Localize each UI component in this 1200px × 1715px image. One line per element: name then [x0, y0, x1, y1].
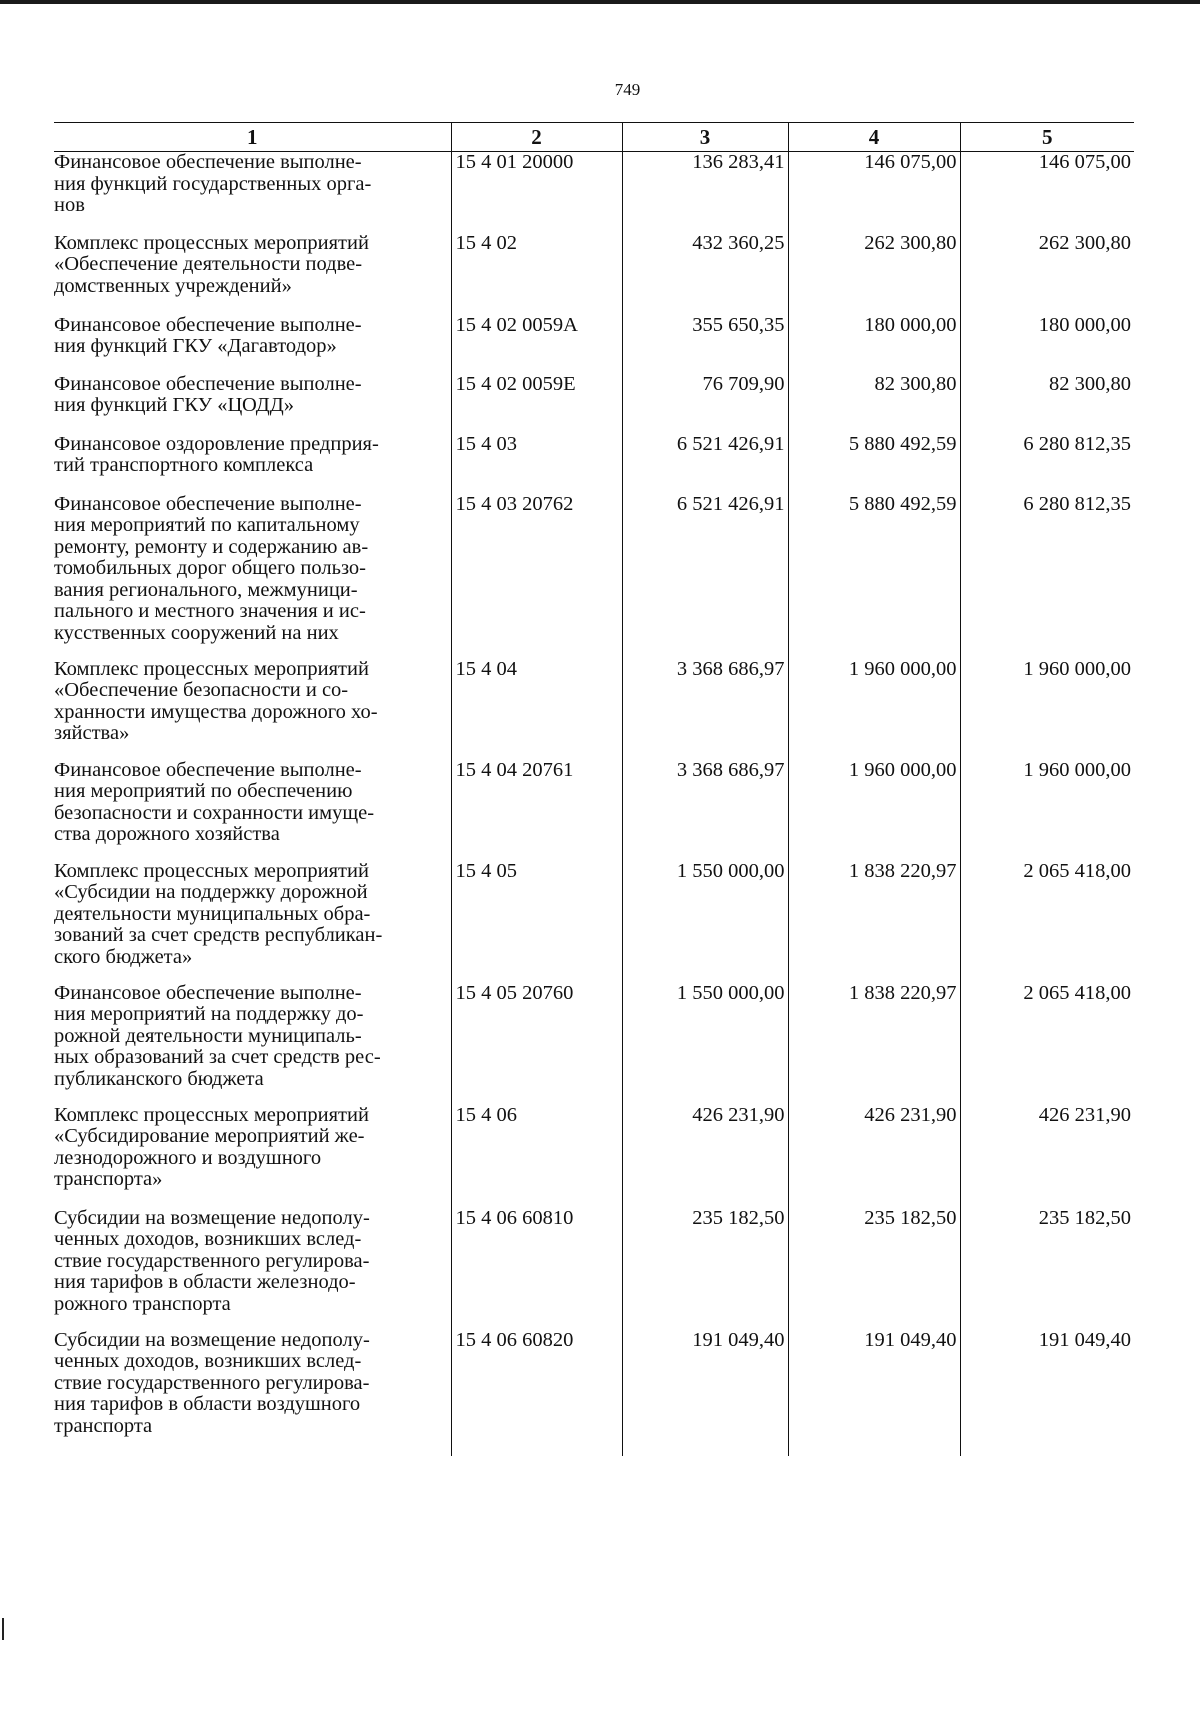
row-value-col4: 1 838 220,97	[788, 983, 960, 1105]
description-line: ния функций ГКУ «Дагавтодор»	[54, 335, 337, 357]
description-line: тий транспортного комплекса	[54, 454, 314, 476]
description-line: «Субсидии на поддержку дорожной	[54, 881, 368, 903]
description-line: Финансовое обеспечение выполне-	[54, 151, 362, 173]
description-line: рожного транспорта	[54, 1292, 231, 1315]
budget-table	[54, 122, 1134, 1456]
row-value-col4: 5 880 492,59	[788, 434, 960, 494]
description-line: томобильных дорог общего пользо-	[54, 557, 367, 579]
table-header	[54, 123, 1134, 152]
row-code: 15 4 05 20760	[451, 983, 622, 1105]
table-row	[54, 983, 1134, 1105]
description-line: ского бюджета»	[54, 945, 193, 968]
description-line: зяйства»	[54, 722, 130, 744]
table-row	[54, 315, 1134, 374]
description-line: ния мероприятий на поддержку до-	[54, 1003, 364, 1025]
description-line: ных образований за счет средств рес-	[54, 1046, 381, 1068]
row-description	[54, 434, 451, 494]
description-line: ченных доходов, возникших вслед-	[54, 1350, 362, 1372]
description-line: Финансовое обеспечение выполне-	[54, 758, 362, 781]
table-row	[54, 494, 1134, 659]
description-line: ния мероприятий по капитальному	[54, 514, 360, 536]
description-line: ния функций государственных орга-	[54, 172, 372, 195]
table-row	[54, 659, 1134, 760]
description-line: ствие государственного регулирова-	[54, 1249, 370, 1272]
row-value-col3: 6 521 426,91	[622, 494, 788, 659]
description-line: Комплекс процессных мероприятий	[54, 859, 369, 882]
description-line: хранности имущества дорожного хо-	[54, 700, 378, 723]
description-line: ния функций ГКУ «ЦОДД»	[54, 394, 295, 416]
table-row	[54, 374, 1134, 434]
row-value-col3: 235 182,50	[622, 1208, 788, 1330]
row-value-col5: 235 182,50	[960, 1208, 1134, 1330]
description-line: «Обеспечение деятельности подве-	[54, 253, 363, 275]
row-value-col4: 146 075,00	[788, 152, 960, 233]
row-description	[54, 233, 451, 315]
row-description	[54, 1330, 451, 1456]
row-description	[54, 659, 451, 760]
row-value-col5: 1 960 000,00	[960, 659, 1134, 760]
row-code: 15 4 01 20000	[451, 152, 622, 233]
description-line: нов	[54, 194, 85, 216]
row-code: 15 4 02 0059Е	[451, 374, 622, 434]
header-col-2: 2	[451, 123, 622, 152]
row-code: 15 4 04 20761	[451, 760, 622, 861]
description-line: зований за счет средств республикан-	[54, 924, 383, 946]
row-description	[54, 1105, 451, 1208]
description-line: рожной деятельности муниципаль-	[54, 1024, 362, 1047]
header-col-4: 4	[788, 123, 960, 152]
description-line: ния мероприятий по обеспечению	[54, 780, 353, 802]
row-code: 15 4 05	[451, 861, 622, 983]
header-row	[54, 123, 1134, 152]
row-description	[54, 1208, 451, 1330]
scan-margin-mark	[2, 1618, 4, 1640]
description-line: ствие государственного регулирова-	[54, 1371, 370, 1394]
row-value-col4: 262 300,80	[788, 233, 960, 315]
description-line: ремонту, ремонту и содержанию ав-	[54, 535, 369, 558]
description-line: Финансовое оздоровление предприя-	[54, 432, 379, 455]
row-value-col4: 191 049,40	[788, 1330, 960, 1456]
description-line: кусственных сооружений на них	[54, 621, 339, 644]
row-value-col4: 1 838 220,97	[788, 861, 960, 983]
description-line: ства дорожного хозяйства	[54, 823, 280, 845]
row-value-col3: 76 709,90	[622, 374, 788, 434]
table-row	[54, 233, 1134, 315]
row-value-col3: 3 368 686,97	[622, 760, 788, 861]
table-row	[54, 152, 1134, 233]
row-value-col3: 136 283,41	[622, 152, 788, 233]
row-value-col5: 426 231,90	[960, 1105, 1134, 1208]
row-description	[54, 315, 451, 374]
row-value-col4: 82 300,80	[788, 374, 960, 434]
description-line: лезнодорожного и воздушного	[54, 1146, 322, 1169]
row-value-col3: 1 550 000,00	[622, 861, 788, 983]
row-value-col4: 235 182,50	[788, 1208, 960, 1330]
description-line: Комплекс процессных мероприятий	[54, 231, 369, 254]
row-description	[54, 374, 451, 434]
row-value-col3: 426 231,90	[622, 1105, 788, 1208]
row-value-col3: 6 521 426,91	[622, 434, 788, 494]
description-line: Финансовое обеспечение выполне-	[54, 313, 362, 336]
row-code: 15 4 06	[451, 1105, 622, 1208]
description-line: транспорта	[54, 1414, 153, 1437]
row-value-col4: 1 960 000,00	[788, 760, 960, 861]
row-description	[54, 494, 451, 659]
table-row	[54, 760, 1134, 861]
row-value-col4: 426 231,90	[788, 1105, 960, 1208]
row-value-col5: 1 960 000,00	[960, 760, 1134, 861]
description-line: ния тарифов в области железнодо-	[54, 1271, 356, 1293]
description-line: безопасности и сохранности имуще-	[54, 801, 375, 824]
row-value-col5: 262 300,80	[960, 233, 1134, 315]
row-code: 15 4 03	[451, 434, 622, 494]
row-value-col3: 191 049,40	[622, 1330, 788, 1456]
row-code: 15 4 06 60810	[451, 1208, 622, 1330]
scan-top-edge	[0, 0, 1200, 4]
row-value-col4: 5 880 492,59	[788, 494, 960, 659]
description-line: «Обеспечение безопасности и со-	[54, 679, 349, 701]
description-line: домственных учреждений»	[54, 274, 292, 297]
row-code: 15 4 02 0059А	[451, 315, 622, 374]
row-value-col3: 3 368 686,97	[622, 659, 788, 760]
description-line: пального и местного значения и ис-	[54, 600, 366, 622]
row-value-col3: 1 550 000,00	[622, 983, 788, 1105]
row-value-col5: 180 000,00	[960, 315, 1134, 374]
description-line: деятельности муниципальных обра-	[54, 902, 371, 925]
description-line: Финансовое обеспечение выполне-	[54, 981, 362, 1004]
row-code: 15 4 03 20762	[451, 494, 622, 659]
table-body	[54, 152, 1134, 1456]
row-value-col5: 2 065 418,00	[960, 983, 1134, 1105]
table-row	[54, 1330, 1134, 1456]
table-row	[54, 434, 1134, 494]
description-line: ченных доходов, возникших вслед-	[54, 1228, 362, 1250]
row-value-col3: 432 360,25	[622, 233, 788, 315]
table-row	[54, 1105, 1134, 1208]
row-value-col4: 180 000,00	[788, 315, 960, 374]
row-description	[54, 760, 451, 861]
header-col-1: 1	[54, 123, 451, 152]
row-description	[54, 983, 451, 1105]
description-line: публиканского бюджета	[54, 1067, 264, 1090]
row-code: 15 4 02	[451, 233, 622, 315]
row-value-col3: 355 650,35	[622, 315, 788, 374]
row-code: 15 4 04	[451, 659, 622, 760]
header-col-3: 3	[622, 123, 788, 152]
row-value-col5: 6 280 812,35	[960, 494, 1134, 659]
header-col-5: 5	[960, 123, 1134, 152]
row-value-col5: 146 075,00	[960, 152, 1134, 233]
description-line: ния тарифов в области воздушного	[54, 1393, 361, 1415]
description-line: Финансовое обеспечение выполне-	[54, 372, 362, 395]
table-row	[54, 861, 1134, 983]
row-description	[54, 152, 451, 233]
page-number: 749	[614, 80, 641, 99]
description-line: транспорта»	[54, 1168, 163, 1190]
row-value-col5: 82 300,80	[960, 374, 1134, 434]
row-value-col5: 191 049,40	[960, 1330, 1134, 1456]
description-line: «Субсидирование мероприятий же-	[54, 1125, 365, 1147]
description-line: Комплекс процессных мероприятий	[54, 1103, 369, 1126]
description-line: Субсидии на возмещение недополу-	[54, 1328, 370, 1351]
row-code: 15 4 06 60820	[451, 1330, 622, 1456]
description-line: Комплекс процессных мероприятий	[54, 657, 369, 680]
row-value-col5: 6 280 812,35	[960, 434, 1134, 494]
description-line: Субсидии на возмещение недополу-	[54, 1206, 370, 1229]
row-value-col5: 2 065 418,00	[960, 861, 1134, 983]
table-row	[54, 1208, 1134, 1330]
description-line: вания регионального, межмуници-	[54, 578, 358, 601]
description-line: Финансовое обеспечение выполне-	[54, 492, 362, 515]
row-value-col4: 1 960 000,00	[788, 659, 960, 760]
row-description	[54, 861, 451, 983]
